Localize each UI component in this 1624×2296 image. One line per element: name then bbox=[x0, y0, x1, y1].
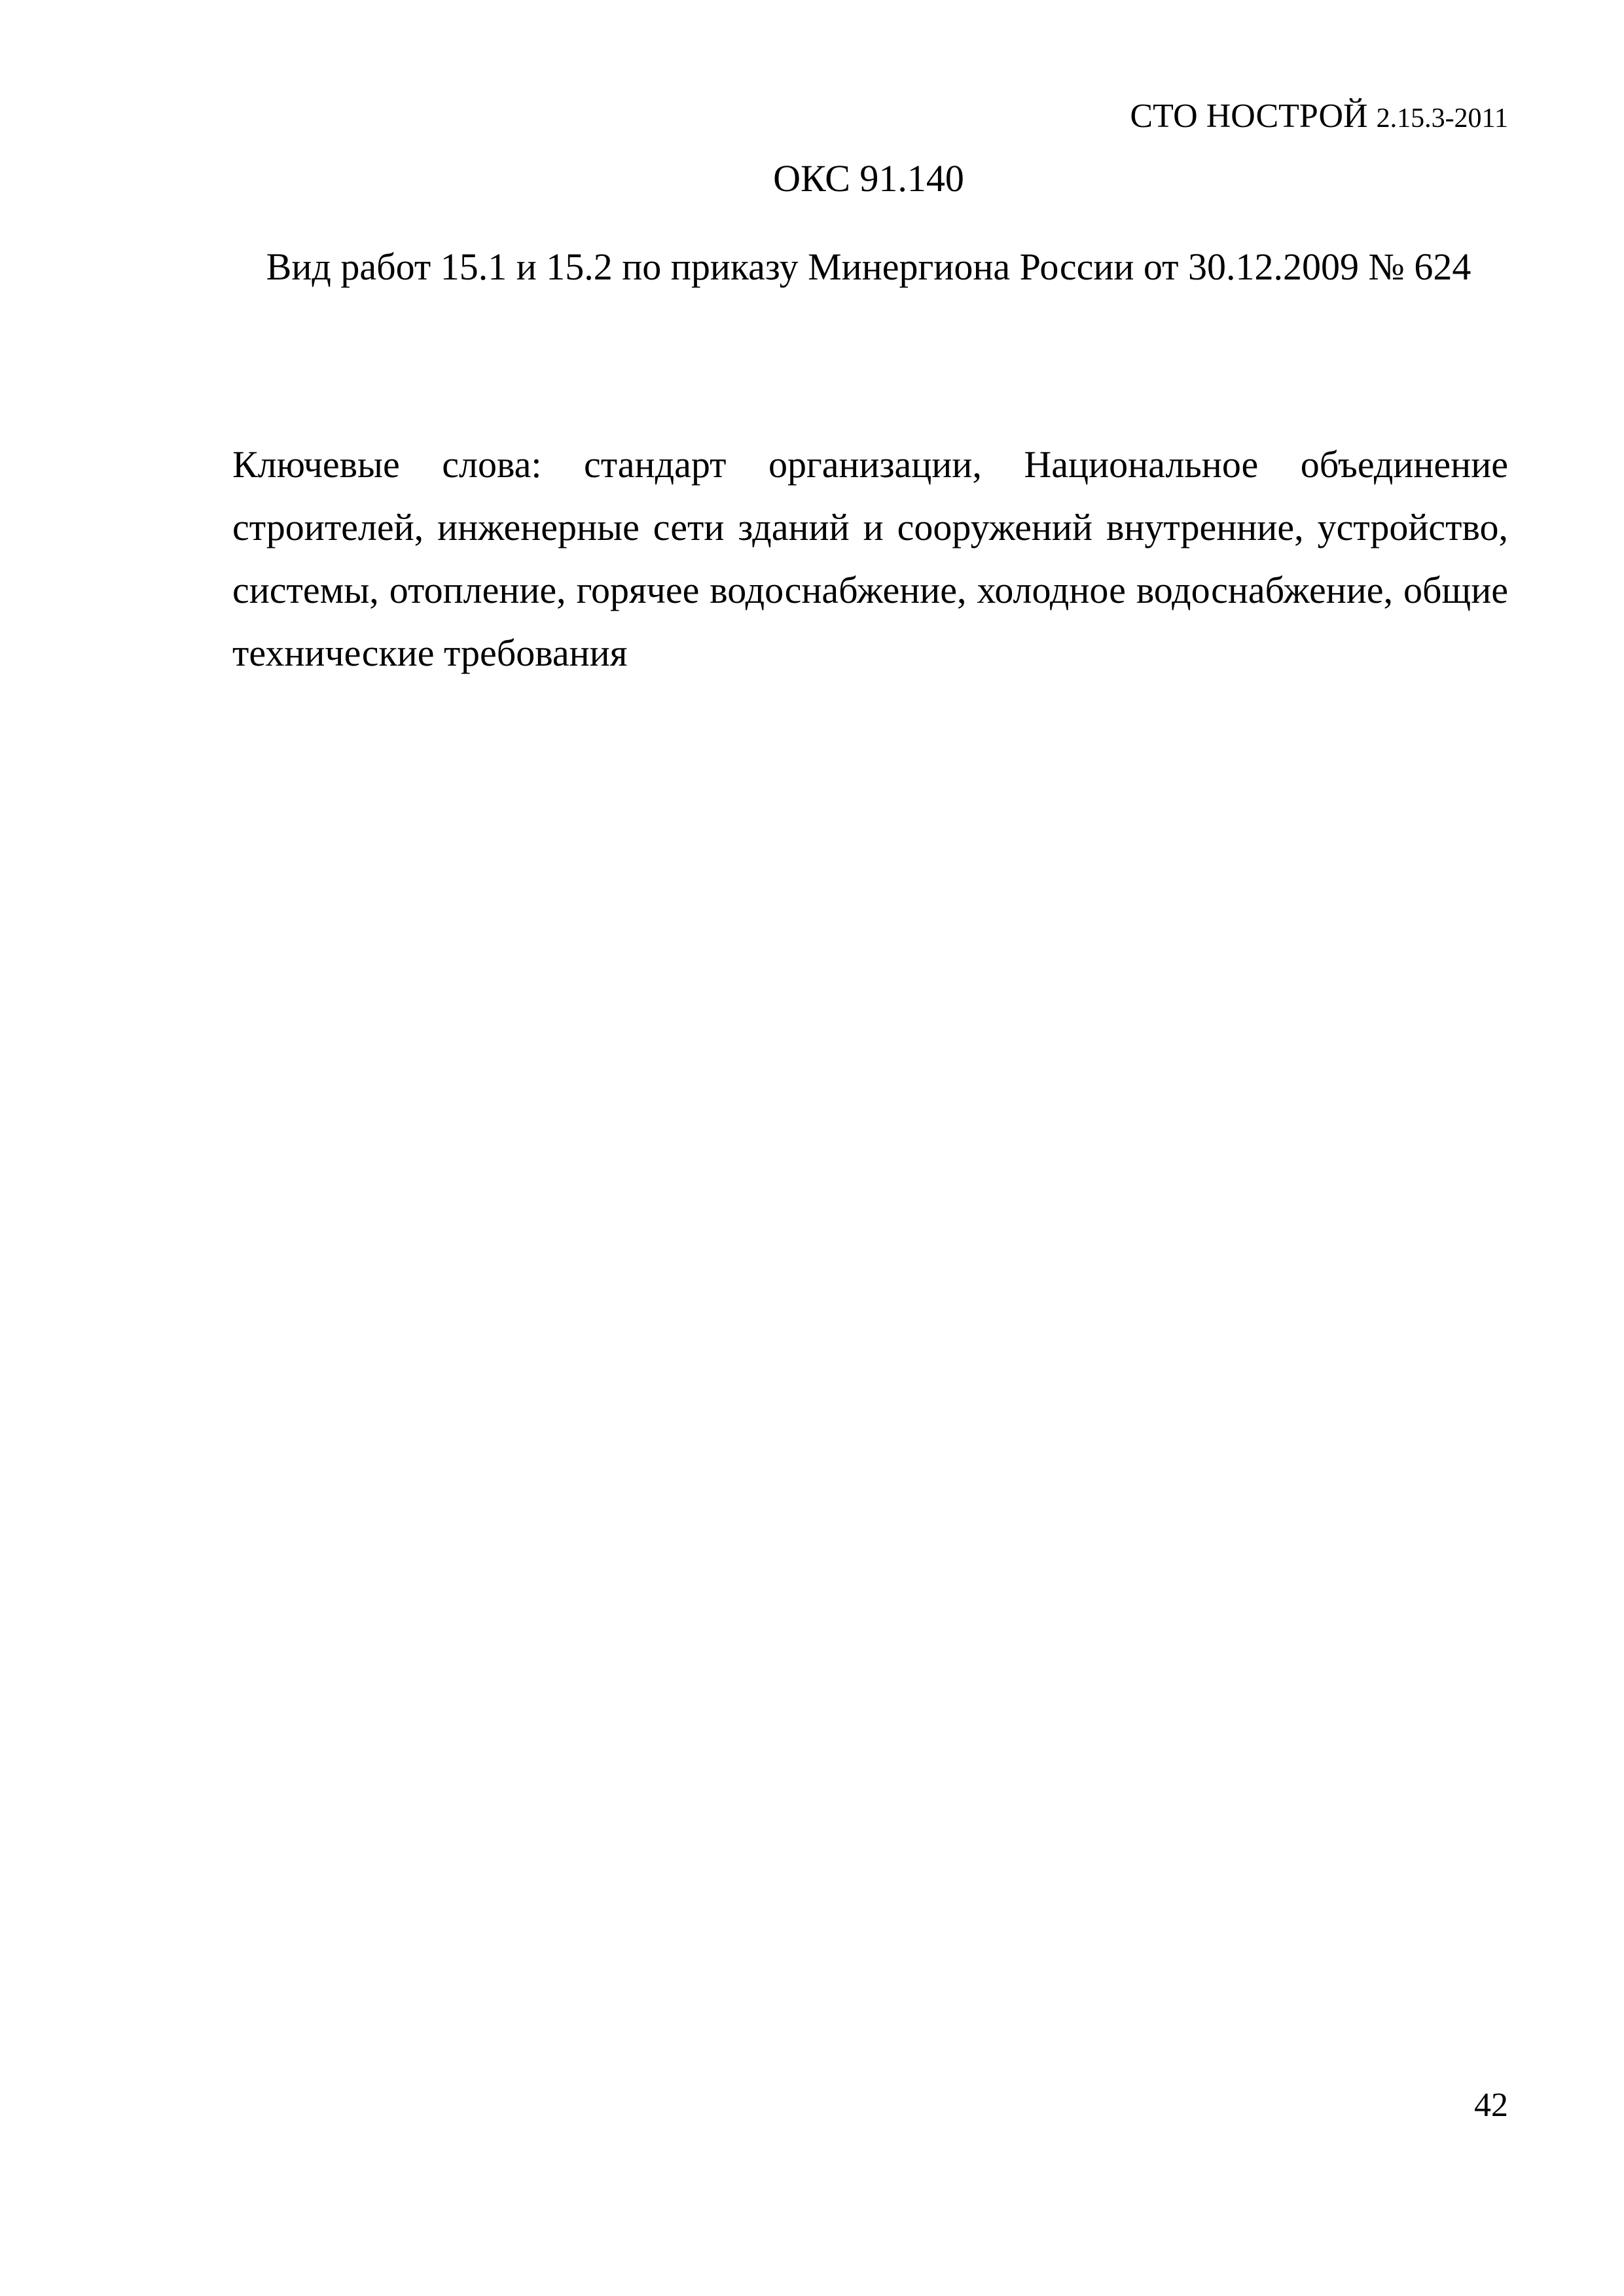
standard-number: 2.15.3-2011 bbox=[1376, 103, 1508, 134]
page-number: 42 bbox=[1474, 2087, 1508, 2124]
work-type-line: Вид работ 15.1 и 15.2 по приказу Минергиона России от 30.12.2009 № 624 bbox=[266, 245, 1471, 288]
standard-prefix: СТО НОСТРОЙ bbox=[1130, 98, 1368, 135]
standard-code-header bbox=[1130, 97, 1508, 138]
keywords-paragraph: Ключевые слова: стандарт организации, Национальное объединение строителей, инженерные сети зданий и сооружений внутренние, устройство, системы, отопление, горячее водоснабжение, холодное водоснабжение, общие технические требования bbox=[232, 443, 1508, 674]
oks-code: ОКС 91.140 bbox=[773, 157, 964, 200]
